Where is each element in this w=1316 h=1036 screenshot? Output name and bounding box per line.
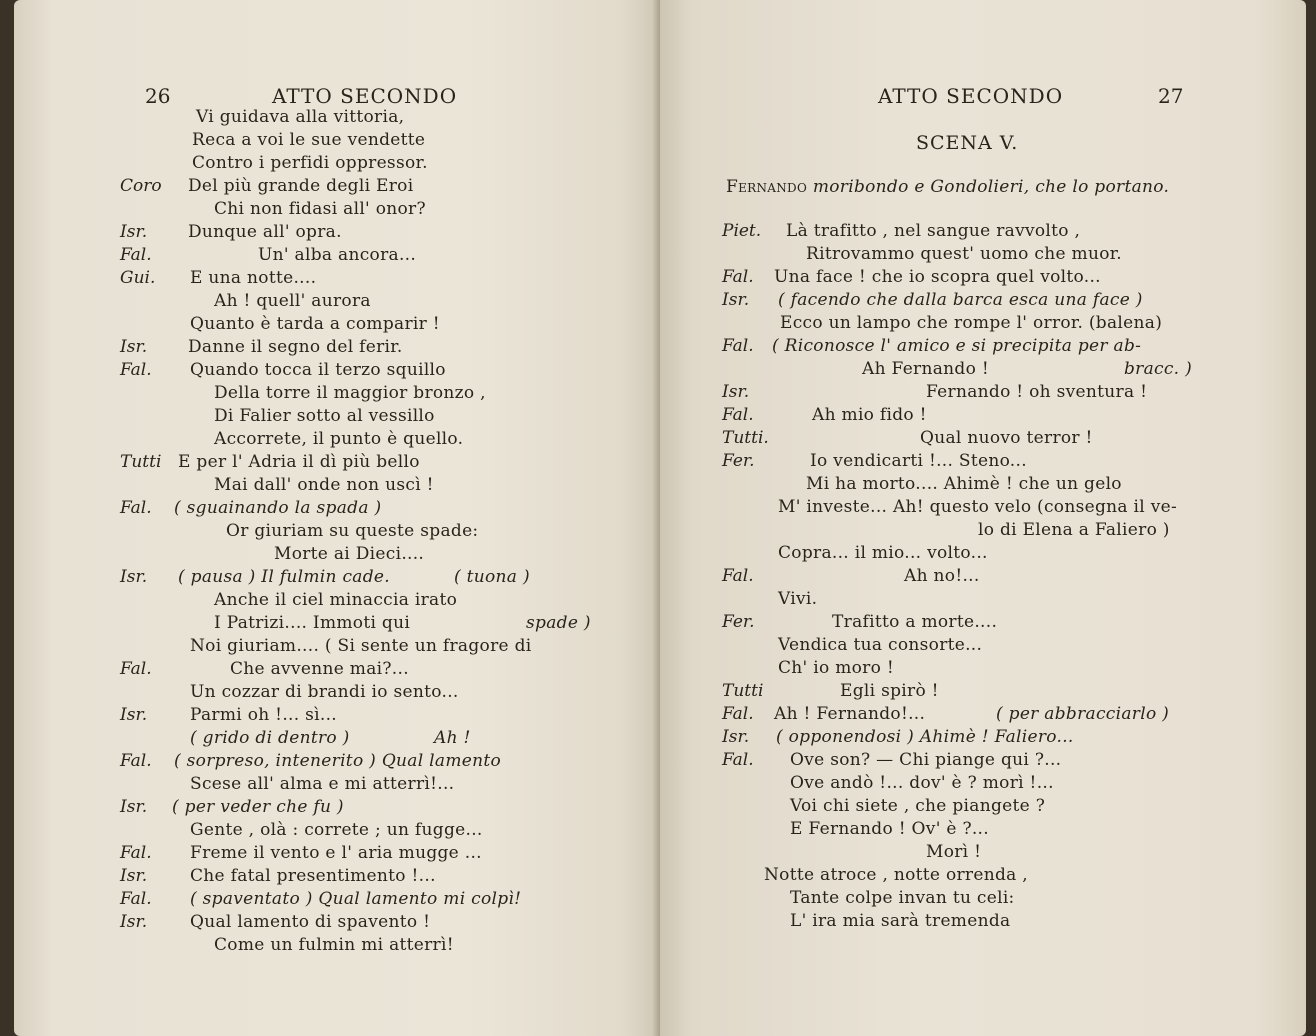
verse-line: E una notte.... <box>190 268 317 288</box>
verse-line: Noi giuriam.... ( Si sente un fragore di <box>190 636 532 656</box>
verse-line: Danne il segno del ferir. <box>188 337 403 357</box>
verse-line: Chi non fidasi all' onor? <box>214 199 426 219</box>
left-page <box>14 0 660 1036</box>
verse-line: Fernando ! oh sventura ! <box>926 382 1148 402</box>
verse-line: Ch' io moro ! <box>778 658 894 678</box>
verse-line: Ritrovammo quest' uomo che muor. <box>806 244 1123 264</box>
verse-line: ( grido di dentro ) <box>190 728 350 748</box>
speaker-label: Fal. <box>722 267 754 287</box>
speaker-label: Fal. <box>722 405 754 425</box>
speaker-label: Isr. <box>120 705 148 725</box>
running-header: ATTO SECONDO <box>272 84 458 108</box>
verse-line: lo di Elena a Faliero ) <box>978 520 1170 540</box>
verse-line: Egli spirò ! <box>840 681 939 701</box>
speaker-label: Isr. <box>120 222 148 242</box>
speaker-label: Fer. <box>722 612 755 632</box>
stage-note: spade ) <box>526 613 591 633</box>
speaker-label: Isr. <box>722 727 750 747</box>
speaker-label: Fal. <box>120 360 152 380</box>
stage-direction-text: moribondo e Gondolieri, che lo portano. <box>812 177 1170 197</box>
verse-line: E per l' Adria il dì più bello <box>178 452 420 472</box>
verse-line: ( spaventato ) Qual lamento mi colpì! <box>190 889 522 909</box>
stage-note: Ah ! <box>434 728 471 748</box>
verse-line: Ah Fernando ! <box>862 359 989 379</box>
verse-line: ( facendo che dalla barca esca una face ) <box>778 290 1143 310</box>
verse-line: Vi guidava alla vittoria, <box>196 107 405 127</box>
speaker-label: Fal. <box>120 245 152 265</box>
right-page <box>660 0 1306 1036</box>
scene-title: SCENA V. <box>916 132 1019 154</box>
speaker-label: Fal. <box>120 843 152 863</box>
speaker-label: Fal. <box>120 889 152 909</box>
stage-note: ( tuona ) <box>454 567 530 587</box>
verse-line: L' ira mia sarà tremenda <box>790 911 1011 931</box>
verse-line: ( sguainando la spada ) <box>174 498 382 518</box>
verse-line: Di Falier sotto al vessillo <box>214 406 435 426</box>
verse-line: ( sorpreso, intenerito ) Qual lamento <box>174 751 502 771</box>
verse-line: M' investe... Ah! questo velo (consegna il ve- <box>778 497 1178 517</box>
speaker-label: Fal. <box>722 750 754 770</box>
verse-line: Vivi. <box>778 589 818 609</box>
verse-line: Ah ! Fernando!... <box>774 704 926 724</box>
speaker-label: Isr. <box>120 912 148 932</box>
verse-line: Un' alba ancora... <box>258 245 417 265</box>
verse-line: Della torre il maggior bronzo , <box>214 383 486 403</box>
verse-line: Or giuriam su queste spade: <box>226 521 479 541</box>
verse-line: Come un fulmin mi atterrì! <box>214 935 454 955</box>
verse-line: Là trafitto , nel sangue ravvolto , <box>786 221 1081 241</box>
speaker-label: Fal. <box>722 336 754 356</box>
speaker-label: Isr. <box>120 567 148 587</box>
verse-line: Un cozzar di brandi io sento... <box>190 682 459 702</box>
verse-line: Mai dall' onde non uscì ! <box>214 475 434 495</box>
verse-line: Copra... il mio... volto... <box>778 543 988 563</box>
verse-line: ( pausa ) Il fulmin cade. <box>178 567 390 587</box>
verse-line: Notte atroce , notte orrenda , <box>764 865 1028 885</box>
verse-line: Voi chi siete , che piangete ? <box>790 796 1046 816</box>
verse-line: Morì ! <box>926 842 982 862</box>
speaker-label: Fal. <box>722 566 754 586</box>
verse-line: Vendica tua consorte... <box>778 635 983 655</box>
verse-line: Tante colpe invan tu celi: <box>790 888 1015 908</box>
verse-line: Ove andò !... dov' è ? morì !... <box>790 773 1054 793</box>
verse-line: Una face ! che io scopra quel volto... <box>774 267 1101 287</box>
verse-line: Ecco un lampo che rompe l' orror. (balena) <box>780 313 1163 333</box>
speaker-label: Isr. <box>120 866 148 886</box>
speaker-label: Tutti. <box>722 428 769 448</box>
verse-line: Ah ! quell' aurora <box>214 291 371 311</box>
verse-line: Contro i perfidi oppressor. <box>192 153 428 173</box>
verse-line: Parmi oh !... sì... <box>190 705 338 725</box>
speaker-label: Isr. <box>120 797 148 817</box>
verse-line: Trafitto a morte.... <box>832 612 998 632</box>
verse-line: E Fernando ! Ov' è ?... <box>790 819 989 839</box>
verse-line: Che avvenne mai?... <box>230 659 409 679</box>
speaker-label: Isr. <box>722 290 750 310</box>
speaker-label: Piet. <box>722 221 762 241</box>
speaker-label: Tutti <box>120 452 162 472</box>
verse-line: Io vendicarti !... Steno... <box>810 451 1027 471</box>
stage-note: bracc. ) <box>1124 359 1193 379</box>
verse-line: Morte ai Dieci.... <box>274 544 425 564</box>
verse-line: Dunque all' opra. <box>188 222 342 242</box>
verse-line: Qual lamento di spavento ! <box>190 912 431 932</box>
speaker-label: Fal. <box>120 751 152 771</box>
speaker-label: Fer. <box>722 451 755 471</box>
verse-line: Anche il ciel minaccia irato <box>214 590 458 610</box>
verse-line: Mi ha morto.... Ahimè ! che un gelo <box>806 474 1122 494</box>
verse-line: Freme il vento e l' aria mugge ... <box>190 843 482 863</box>
verse-line: Ah no!... <box>904 566 980 586</box>
running-header: ATTO SECONDO <box>878 84 1064 108</box>
speaker-label: Tutti <box>722 681 764 701</box>
verse-line: Del più grande degli Eroi <box>188 176 414 196</box>
verse-line: Ove son? — Chi piange qui ?... <box>790 750 1062 770</box>
speaker-label: Fal. <box>722 704 754 724</box>
verse-line: Gente , olà : correte ; un fugge... <box>190 820 483 840</box>
verse-line: Reca a voi le sue vendette <box>192 130 426 150</box>
page-number: 26 <box>145 84 171 108</box>
character-name: Fernando <box>726 177 808 197</box>
stage-note: ( per abbracciarlo ) <box>996 704 1170 724</box>
verse-line: Ah mio fido ! <box>812 405 927 425</box>
verse-line: Qual nuovo terror ! <box>920 428 1093 448</box>
verse-line: I Patrizi.... Immoti qui <box>214 613 411 633</box>
speaker-label: Isr. <box>120 337 148 357</box>
verse-line: ( Riconosce l' amico e si precipita per ab- <box>772 336 1142 356</box>
speaker-label: Fal. <box>120 498 152 518</box>
verse-line: ( per veder che fu ) <box>172 797 344 817</box>
verse-line: Scese all' alma e mi atterrì!... <box>190 774 455 794</box>
verse-line: Quando tocca il terzo squillo <box>190 360 446 380</box>
verse-line: Accorrete, il punto è quello. <box>214 429 464 449</box>
verse-line: Che fatal presentimento !... <box>190 866 436 886</box>
verse-line: Quanto è tarda a comparir ! <box>190 314 440 334</box>
speaker-label: Isr. <box>722 382 750 402</box>
speaker-label: Gui. <box>120 268 156 288</box>
stage-direction <box>726 176 1169 198</box>
verse-line: ( opponendosi ) Ahimè ! Faliero... <box>776 727 1074 747</box>
speaker-label: Fal. <box>120 659 152 679</box>
speaker-label: Coro <box>120 176 162 196</box>
page-number: 27 <box>1158 84 1184 108</box>
